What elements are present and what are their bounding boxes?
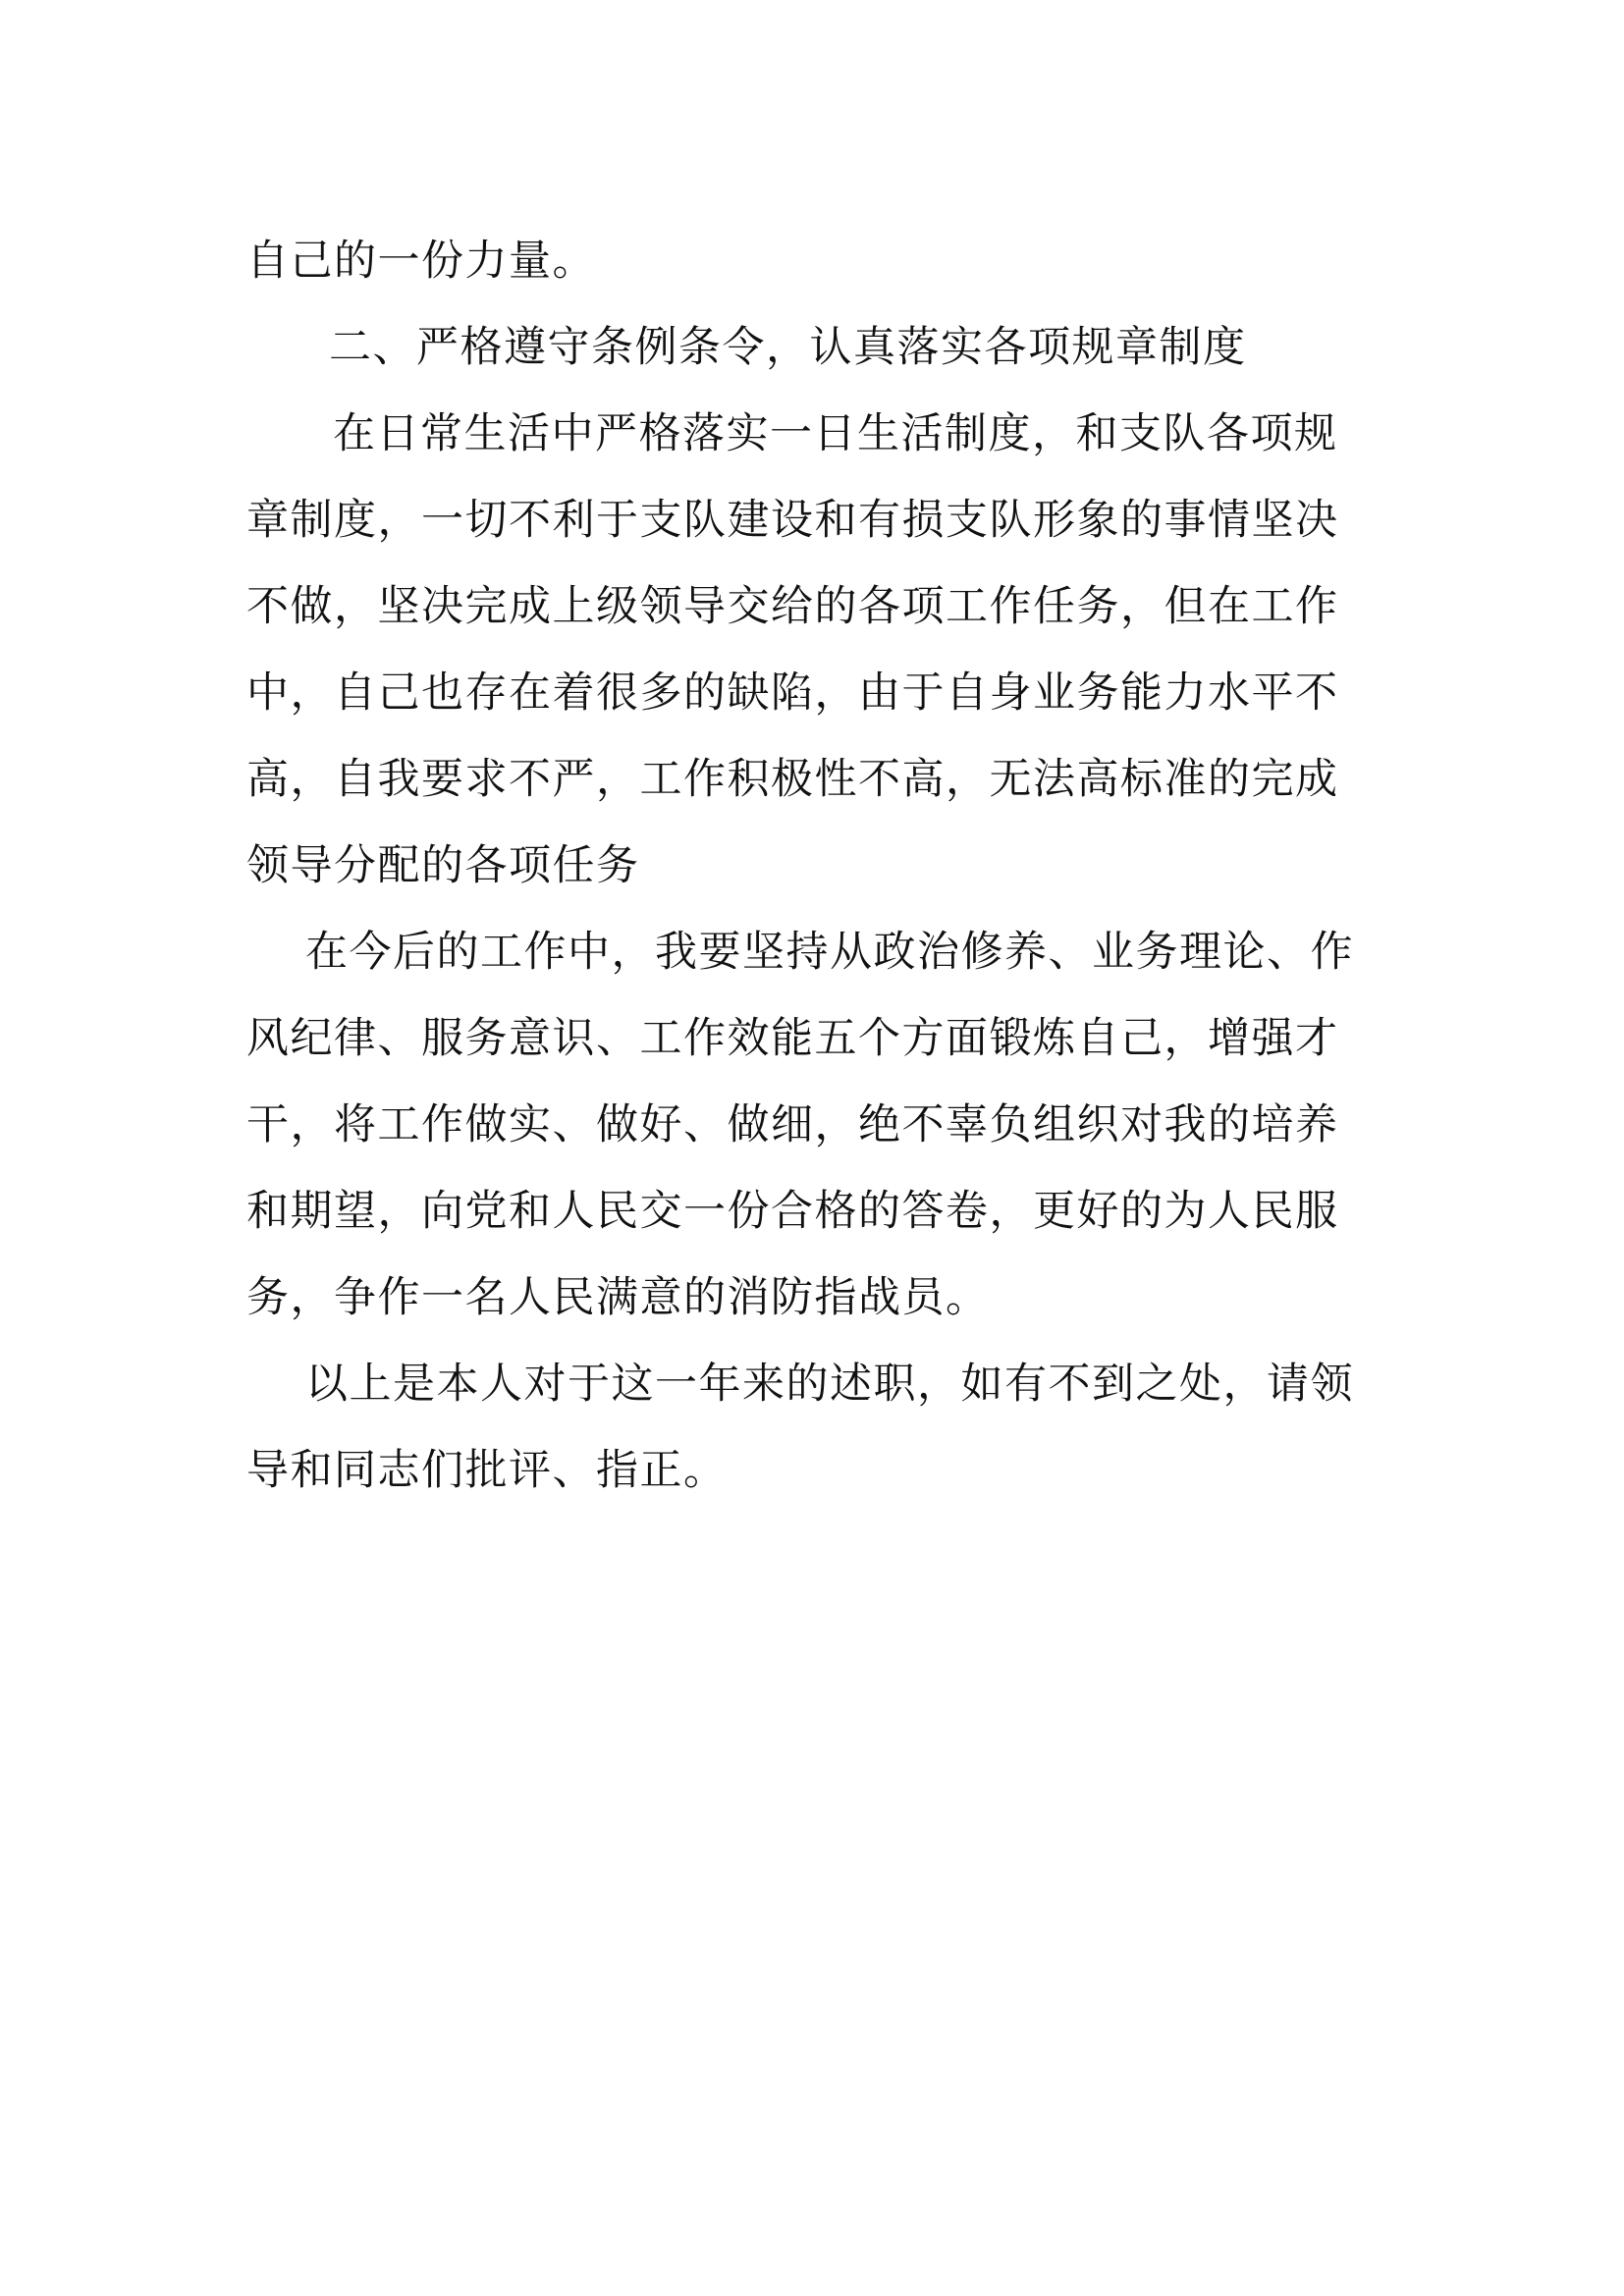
paragraph-line: 导和同志们批评、指正。 [246, 1446, 728, 1495]
document-body [246, 218, 1385, 1514]
paragraph-line: 干，将工作做实、做好、做细，绝不辜负组织对我的培养 [246, 1100, 1339, 1149]
paragraph-line: 领导分配的各项任务 [246, 841, 640, 890]
paragraph-line: 以上是本人对于这一年来的述职，如有不到之处，请领 [305, 1360, 1354, 1409]
paragraph-line: 在今后的工作中，我要坚持从政治修养、业务理论、作 [305, 928, 1354, 977]
paragraph-line: 风纪律、服务意识、工作效能五个方面锻炼自己，增强才 [246, 1014, 1339, 1063]
paragraph-line: 在日常生活中严格落实一日生活制度，和支队各项规 [333, 409, 1338, 458]
paragraph-line: 中，自己也存在着很多的缺陷，由于自身业务能力水平不 [246, 668, 1339, 718]
paragraph-line: 不做，坚决完成上级领导交给的各项工作任务，但在工作 [246, 582, 1339, 631]
paragraph-line: 章制度，一切不利于支队建设和有损支队形象的事情坚决 [246, 496, 1339, 545]
paragraph-line: 高，自我要求不严，工作积极性不高，无法高标准的完成 [246, 755, 1339, 804]
paragraph-line: 务，争作一名人民满意的消防指战员。 [246, 1273, 990, 1322]
section-heading: 二、严格遵守条例条令，认真落实各项规章制度 [329, 323, 1247, 372]
paragraph-continuation-line: 自己的一份力量。 [246, 237, 596, 286]
paragraph-line: 和期望，向党和人民交一份合格的答卷，更好的为人民服 [246, 1187, 1339, 1236]
